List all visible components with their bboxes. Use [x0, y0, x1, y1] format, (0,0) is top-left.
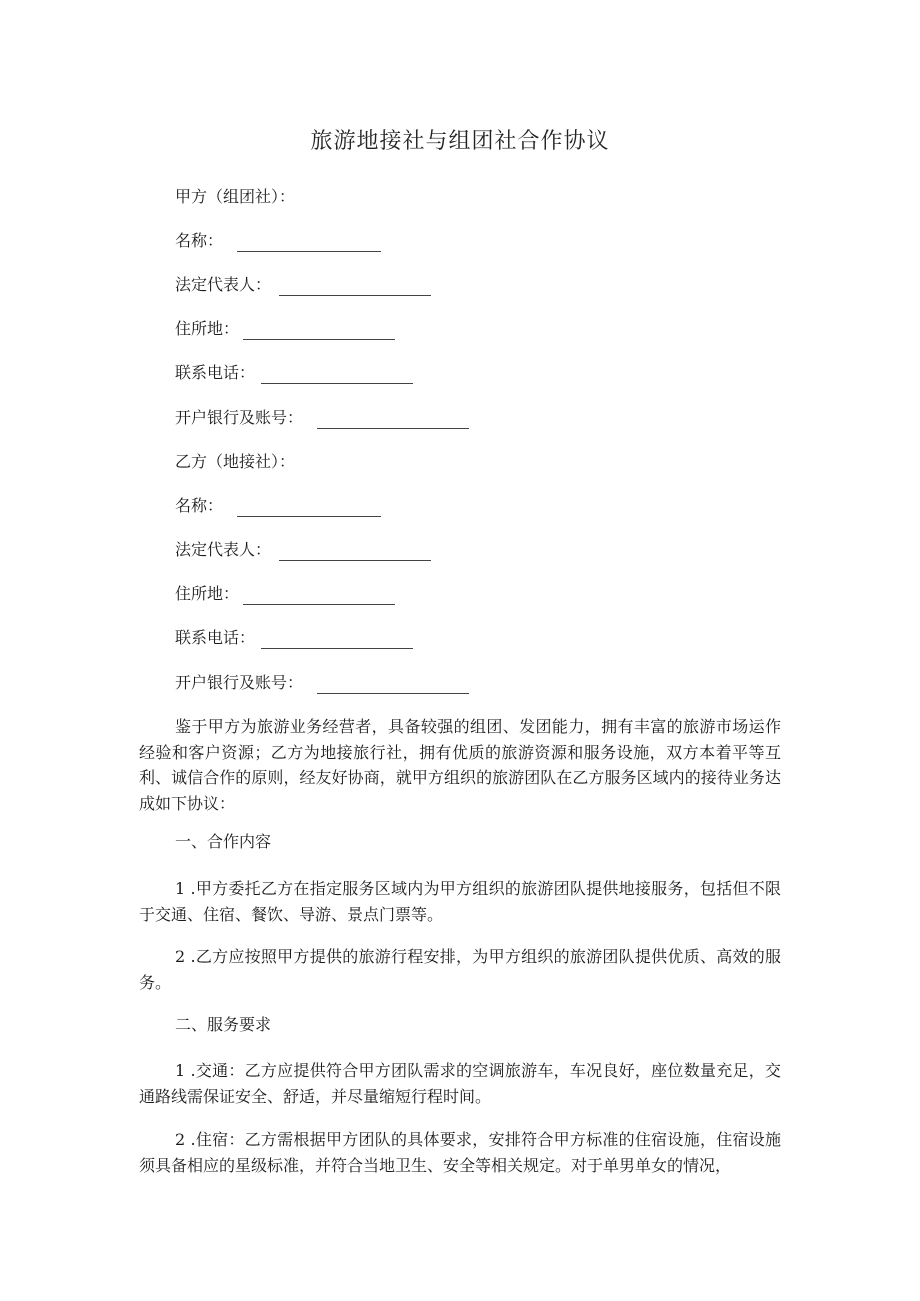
document-title: 旅游地接社与组团社合作协议 — [310, 129, 610, 154]
party-a-bank-blank[interactable] — [317, 412, 469, 429]
party-b-rep-field — [175, 539, 431, 561]
party-b-bank-field — [175, 672, 469, 694]
party-a-heading — [175, 186, 295, 208]
party-a-phone-blank[interactable] — [261, 367, 413, 384]
party-b-phone-blank[interactable] — [261, 632, 413, 649]
section-1-clause-1: 1 .甲方委托乙方在指定服务区域内为甲方组织的旅游团队提供地接服务，包括但不限于交通、住宿、餐饮、导游、景点门票等。 — [139, 879, 781, 924]
party-b-phone-field — [175, 627, 413, 649]
party-a-name-blank[interactable] — [237, 235, 381, 252]
party-b-heading-text: 乙方（地接社）： — [175, 452, 296, 471]
party-a-phone-label: 联系电话： — [175, 363, 256, 382]
party-b-rep-blank[interactable] — [279, 544, 431, 561]
party-b-name-label: 名称： — [175, 496, 224, 515]
section-1-clause-2: 2 .乙方应按照甲方提供的旅游行程安排，为甲方组织的旅游团队提供优质、高效的服务。 — [139, 947, 781, 992]
section-1-heading: 一、合作内容 — [175, 832, 272, 851]
party-a-address-blank[interactable] — [243, 323, 395, 340]
party-b-name-field — [175, 495, 381, 517]
party-a-name-label: 名称： — [175, 231, 224, 250]
section-2-clause-1: 1 .交通：乙方应提供符合甲方团队需求的空调旅游车，车况良好，座位数量充足，交通路线需保证安全、舒适，并尽量缩短行程时间。 — [139, 1061, 781, 1106]
party-a-address-field — [175, 318, 395, 340]
party-a-rep-field — [175, 274, 431, 296]
party-b-heading — [175, 451, 295, 473]
preamble-paragraph: 鉴于甲方为旅游业务经营者，具备较强的组团、发团能力，拥有丰富的旅游市场运作经验和客户资源；乙方为地接旅行社，拥有优质的旅游资源和服务设施，双方本着平等互利、诚信合作的原则，经友好协商，就甲方组织的旅游团队在乙方服务区域内的接待业务达成如下协议： — [139, 717, 781, 813]
party-a-rep-blank[interactable] — [279, 279, 431, 296]
party-b-address-blank[interactable] — [243, 588, 395, 605]
section-2-clause-2: 2 .住宿：乙方需根据甲方团队的具体要求，安排符合甲方标准的住宿设施，住宿设施须具备相应的星级标准，并符合当地卫生、安全等相关规定。对于单男单女的情况， — [139, 1130, 781, 1175]
party-a-name-field — [175, 230, 381, 252]
party-a-heading-text: 甲方（组团社）： — [175, 187, 296, 206]
party-a-rep-label: 法定代表人： — [175, 275, 272, 294]
party-a-bank-field — [175, 407, 469, 429]
party-b-phone-label: 联系电话： — [175, 628, 256, 647]
party-b-name-blank[interactable] — [237, 500, 381, 517]
party-b-rep-label: 法定代表人： — [175, 540, 272, 559]
party-b-bank-label: 开户银行及账号： — [175, 673, 304, 692]
party-b-address-field — [175, 583, 395, 605]
party-a-address-label: 住所地： — [175, 319, 240, 338]
section-2-heading: 二、服务要求 — [175, 1015, 272, 1034]
party-b-bank-blank[interactable] — [317, 677, 469, 694]
party-a-phone-field — [175, 362, 413, 384]
party-b-address-label: 住所地： — [175, 584, 240, 603]
party-a-bank-label: 开户银行及账号： — [175, 408, 304, 427]
